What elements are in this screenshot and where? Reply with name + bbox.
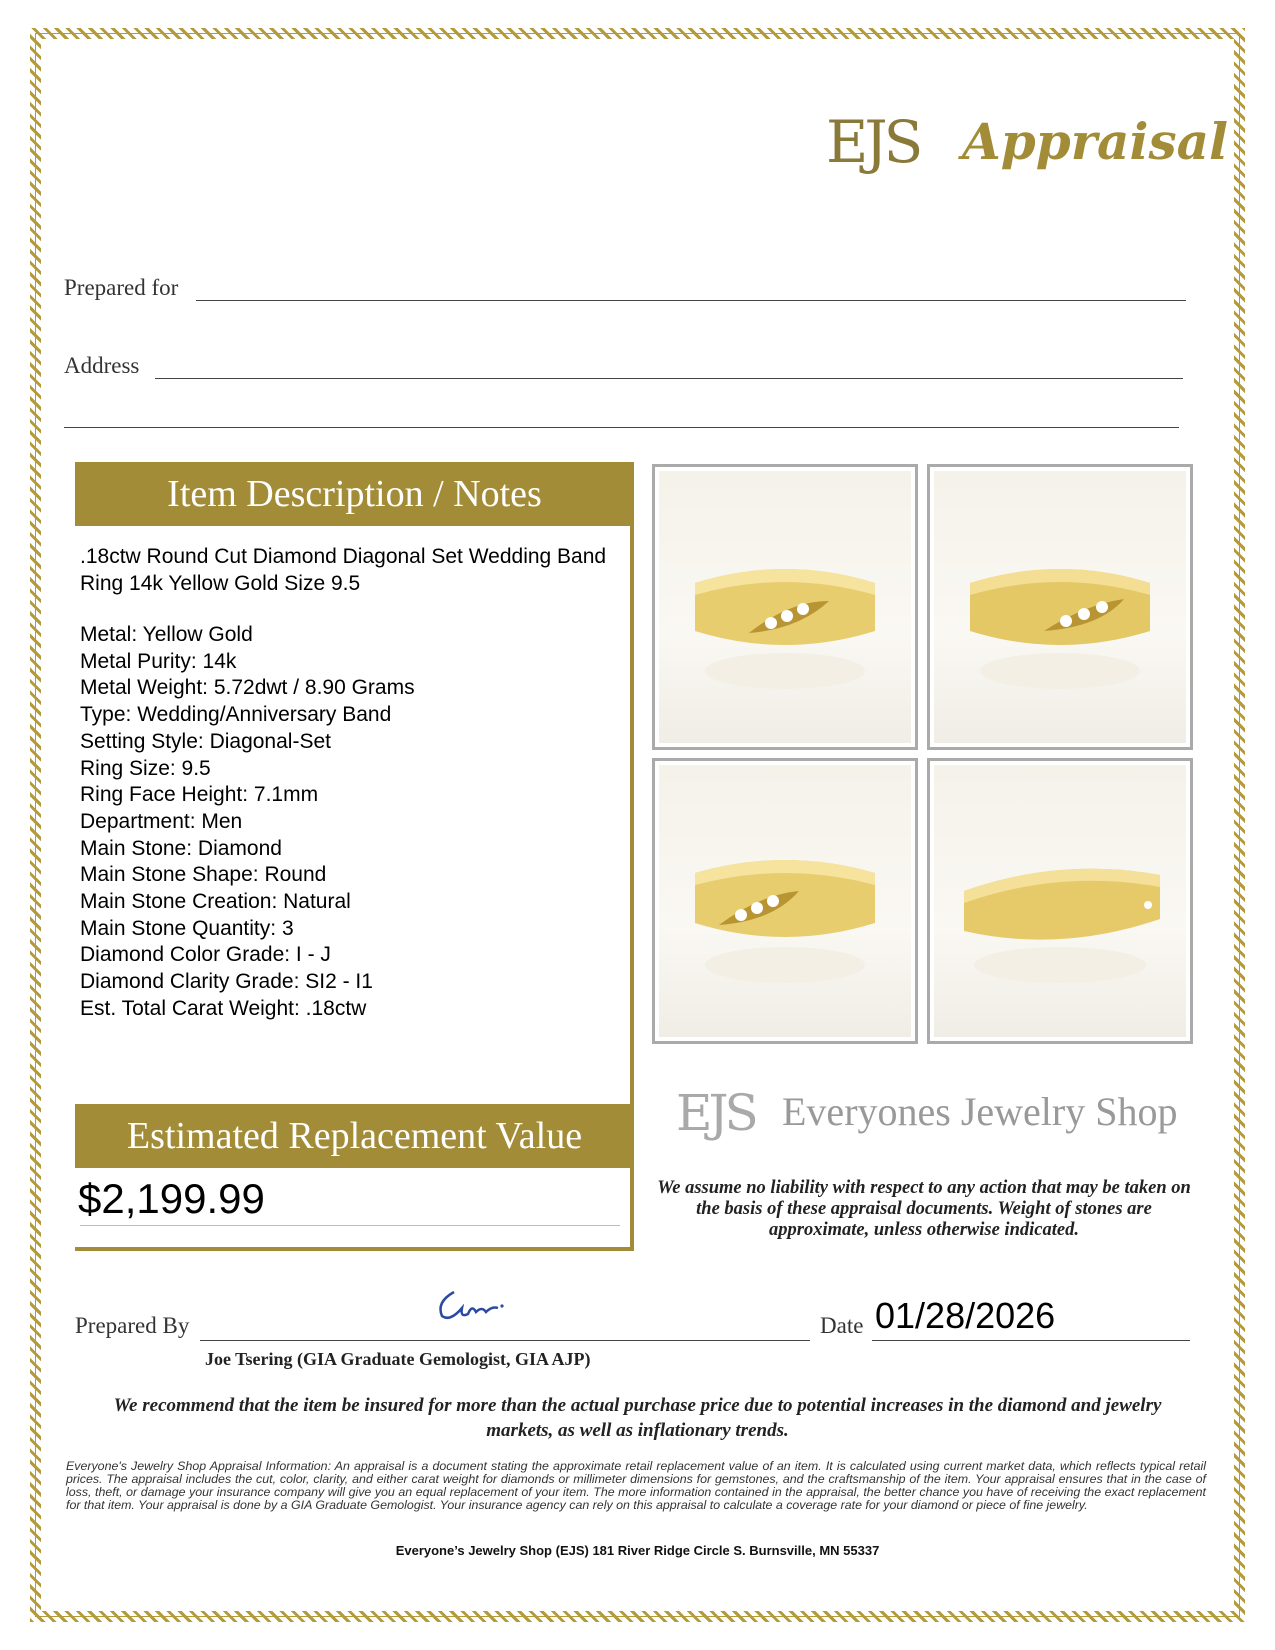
date-label: Date <box>820 1313 864 1338</box>
ring-photo-3 <box>652 758 918 1044</box>
spec-item: Type: Wedding/Anniversary Band <box>80 703 392 727</box>
spec-item: Metal Weight: 5.72dwt / 8.90 Grams <box>80 676 415 700</box>
spec-item: Metal: Yellow Gold <box>80 623 253 646</box>
spec-item: Diamond Clarity Grade: SI2 - I1 <box>80 970 373 994</box>
shop-name: Everyones Jewelry Shop <box>782 1089 1178 1134</box>
price-line <box>80 1225 620 1226</box>
date-value: 01/28/2026 <box>875 1295 1056 1336</box>
ring-photo-1 <box>652 464 918 750</box>
liability-disclaimer: We assume no liability with respect to any action that may be taken on the basis of these appraisal documents. Weight of stones are approximate, unless otherwise indicated. <box>657 1178 1191 1240</box>
address-label: Address <box>64 353 140 378</box>
insurance-recommendation: We recommend that the item be insured for more than the actual purchase price due to potential increases in the diamond and jewelry markets, as well as inflationary trends. <box>113 1395 1162 1441</box>
signature-icon <box>432 1282 512 1324</box>
ring-photo-4 <box>927 758 1193 1044</box>
ejs-logo: EJS <box>826 108 920 176</box>
prepared-by-label: Prepared By <box>75 1313 190 1338</box>
spec-item: Main Stone: Diamond <box>80 836 282 860</box>
address-line-2[interactable] <box>64 427 1179 428</box>
spec-item: Est. Total Carat Weight: .18ctw <box>80 996 367 1020</box>
address-line-1[interactable] <box>155 378 1183 379</box>
spec-item: Ring Face Height: 7.1mm <box>80 783 319 807</box>
appraisal-fine-print: Everyone's Jewelry Shop Appraisal Information: An appraisal is a document stating the approximate retail replacement value of an item. It is calculated using current market data, which reflects typical retail prices. The appraisal includes the cut, color, clarity, and either carat weight for diamonds or millimeter dimensions for gemstones, and the craftsmanship of the item. Your appraisal ensures that in the case of loss, theft, or damage your insurance company will give you an equal replacement of your item. The more information contained in the appraisal, the better chance you have of receiving the exact replacement for that item. Your appraisal is done by a GIA Graduate Gemologist. Your insurance agency can rely on this appraisal to calculate a coverage rate for your diamond or piece of fine jewelry. <box>66 1459 1206 1512</box>
ring-image <box>659 765 911 1037</box>
spec-item: Main Stone Quantity: 3 <box>80 916 294 940</box>
ring-image <box>934 765 1186 1037</box>
spec-item: Diamond Color Grade: I - J <box>80 943 331 967</box>
spec-item: Main Stone Shape: Round <box>80 863 327 887</box>
spec-item: Setting Style: Diagonal-Set <box>80 729 331 753</box>
spec-item: Ring Size: 9.5 <box>80 756 211 780</box>
date-line[interactable] <box>872 1340 1190 1341</box>
prepared-for-line[interactable] <box>196 300 1186 301</box>
prepared-for-label: Prepared for <box>64 275 179 300</box>
prepared-by-line[interactable] <box>200 1340 810 1341</box>
shop-logo: EJS <box>676 1084 755 1142</box>
spec-list <box>80 622 620 1023</box>
ring-image <box>659 471 911 743</box>
replacement-value-heading: Estimated Replacement Value <box>75 1104 634 1168</box>
ring-photo-2 <box>927 464 1193 750</box>
spec-item: Metal Purity: 14k <box>80 649 237 673</box>
ring-image <box>934 471 1186 743</box>
item-description-heading: Item Description / Notes <box>75 462 634 526</box>
footer-address: Everyone’s Jewelry Shop (EJS) 181 River Ridge Circle S. Burnsville, MN 55337 <box>395 1543 880 1558</box>
replacement-value: $2,199.99 <box>78 1175 265 1222</box>
spec-item: Main Stone Creation: Natural <box>80 890 351 914</box>
gemologist-name: Joe Tsering (GIA Graduate Gemologist, GIA AJP) <box>205 1349 591 1369</box>
page-title: Appraisal <box>962 112 1228 171</box>
item-title: .18ctw Round Cut Diamond Diagonal Set Wedding Band Ring 14k Yellow Gold Size 9.5 <box>80 545 607 595</box>
spec-item: Department: Men <box>80 809 243 833</box>
